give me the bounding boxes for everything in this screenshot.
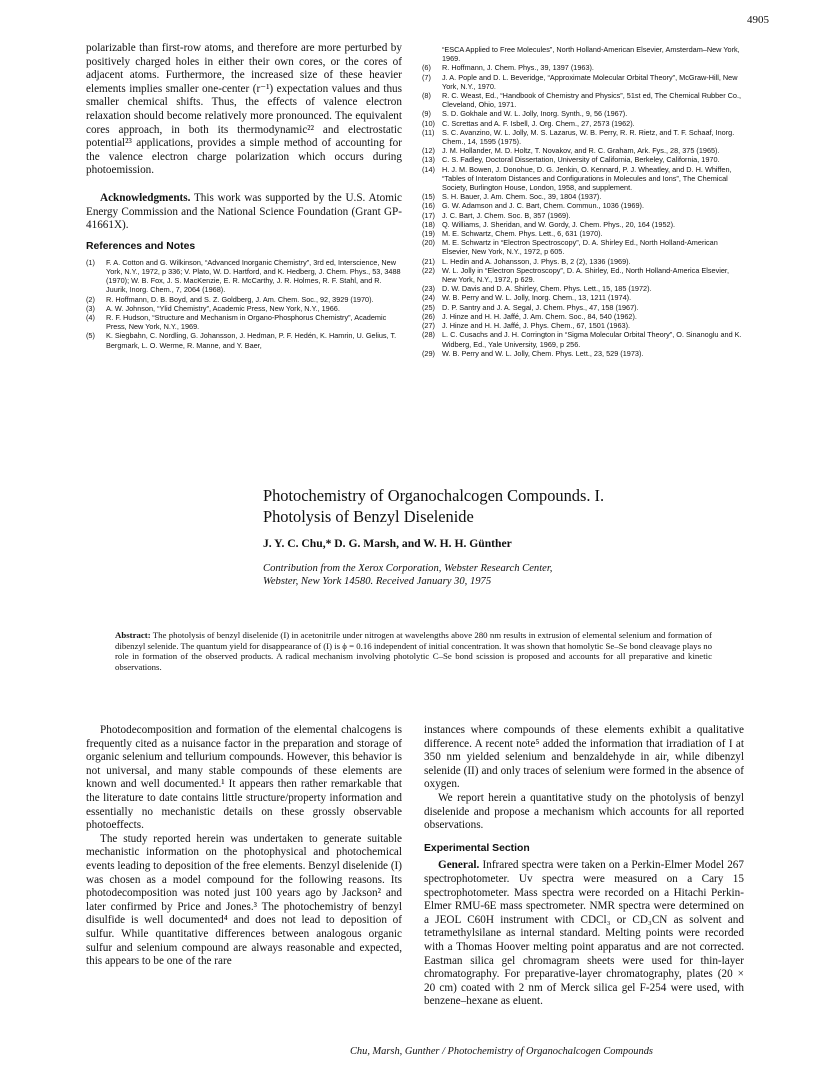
reference-number: (8) [422,91,431,101]
reference-text: W. B. Perry and W. L. Jolly, Inorg. Chem., 13, 1211 (1974). [442,293,632,303]
reference-item [86,304,402,313]
general-paragraph [424,859,744,1009]
reference-text: R. F. Hudson, “Structure and Mechanism in Organo-Phosphorus Chemistry”, Academic Press, New York, N.Y., 1969. [106,312,387,332]
reference-text: L. C. Cusachs and J. H. Corrington in “Sigma Molecular Orbital Theory”, O. Sinanoglu and K. Widberg, Ed., Yale University, 1969, p 256. [442,330,742,349]
reference-item [422,146,744,155]
intro-paragraph-2: The study reported herein was undertaken to generate suitable mechanistic information on the photophysical and photochemical events leading to deposition of the free elements. Benzyl diselenide (I) was chosen as a model compound for the following reasons. Its photodecomposition was noted just 100 years ago by Jackson² and later confirmed by Price and Jones.³ The photochemistry of benzyl disulfide is well documented⁴ and does not lead to deposition of sulfur. While quantitative differences between analogous organic sulfur and selenium compound are always reasonable and expected, this appears to be one of the rare [86,832,402,968]
reference-text: R. Hoffmann, J. Chem. Phys., 39, 1397 (1963). [442,63,594,73]
reference-text: J. Hinze and H. H. Jaffé, J. Phys. Chem., 67, 1501 (1963). [442,321,631,331]
reference-item [422,165,744,193]
authors: J. Y. C. Chu,* D. G. Marsh, and W. H. H. Günther [263,537,512,550]
reference-text: F. A. Cotton and G. Wilkinson, “Advanced Inorganic Chemistry”, 3rd ed, Interscience, New York, N.Y., 1972, p 336; V. Plato, W. D. Hartford, and K. Hedberg, J. Chem. Phys., 53, 3488 (1970); W. B. Fox, J. S. MacKenzie, E. R. McCarthy, J. R. Holmes, R. F. Stahl, and R. Juurik, Inorg. Chem., 7, 2064 (1968). [106,257,401,295]
reference-item [422,128,744,146]
reference-item [422,238,744,256]
reference-text: W. L. Jolly in “Electron Spectroscopy”, D. A. Shirley, Ed., North Holland-America Elsevier, New York, N.Y., 1972, p 629. [442,265,729,285]
reference-text: J. C. Bart, J. Chem. Soc. B, 357 (1969). [442,210,571,220]
reference-text: D. W. Davis and D. A. Shirley, Chem. Phys. Lett., 15, 185 (1972). [442,284,652,294]
reference-text: M. E. Schwartz in “Electron Spectroscopy”, D. A. Shirley Ed., North Holland-American Elsevier, New York, N.Y., 1972, p 605. [442,238,718,257]
reference-number: (4) [86,312,95,322]
affiliation [263,562,552,589]
reference-number: (26) [422,311,435,321]
reference-item [422,192,744,201]
reference-item [422,155,744,164]
reference-text: S. D. Gokhale and W. L. Jolly, Inorg. Synth., 9, 56 (1967). [442,109,628,119]
intro-paragraph-4: We report herein a quantitative study on the photolysis of benzyl diselenide and propose a mechanism which accounts for all reported observations. [424,791,744,832]
reference-text: C. S. Fadley, Doctoral Dissertation, University of California, Berkeley, California, 1970. [442,155,720,165]
reference-text: Q. Williams, J. Sheridan, and W. Gordy, J. Chem. Phys., 20, 164 (1952). [442,219,676,229]
reference-item [422,119,744,128]
reference-number: (25) [422,302,435,312]
reference-text: C. Screttas and A. F. Isbell, J. Org. Chem., 27, 2573 (1962). [442,118,635,128]
reference-item [422,211,744,220]
reference-number: (18) [422,219,435,229]
reference-number: (14) [422,164,435,174]
reference-text: J. A. Pople and D. L. Beveridge, “Approximate Molecular Orbital Theory”, McGraw-Hill, New York, N.Y., 1970. [442,72,738,91]
running-footer: Chu, Marsh, Gunther / Photochemistry of Organochalcogen Compounds [350,1046,653,1057]
reference-number: (5) [86,331,95,341]
article-title-line-1: Photochemistry of Organochalcogen Compounds. I. [263,486,605,505]
abstract-text: The photolysis of benzyl diselenide (I) in acetonitrile under nitrogen at wavelengths above 280 nm results in extrusion of elemental selenium and formation of dibenzyl selenide. The quantum yield for disappearance of (I) is ϕ = 0.16 independent of initial concentration. It was shown that homolytic Se–Se bond cleavage plays no role in formation of the observed products. A radical mechanism involving photolytic C–Se bond scission is proposed and accounts for all preparative and kinetic observations. [115,630,712,672]
reference-number: (22) [422,265,435,275]
page-number: 4905 [747,14,769,26]
abstract [115,630,712,672]
reference-text: S. C. Avanzino, W. L. Jolly, M. S. Lazarus, W. B. Perry, R. R. Rietz, and T. F. Schaaf, Inorg. Chem., 14, 1595 (1975). [442,127,735,147]
article-title [263,485,604,527]
reference-item [422,284,744,293]
reference-number: (15) [422,192,435,202]
reference-number: (9) [422,109,431,119]
reference-text: M. E. Schwartz, Chem. Phys. Lett., 6, 631 (1970). [442,229,603,239]
reference-text: K. Siegbahn, C. Nordling, G. Johansson, J. Hedman, P. F. Hedén, K. Hamrin, U. Gelius, T. Bergmark, L. O. Werme, R. Manne, and Y. Baer, [106,331,397,350]
reference-text: J. Hinze and H. H. Jaffé, J. Am. Chem. Soc., 84, 540 (1962). [442,311,637,321]
reference-number: (1) [86,257,95,267]
references-heading: References and Notes [86,240,196,252]
reference-number: (23) [422,284,435,294]
reference-text: L. Hedin and A. Johansson, J. Phys. B, 2 (2), 1336 (1969). [442,256,631,266]
reference-item [422,266,744,284]
reference-text: W. B. Perry and W. L. Jolly, Chem. Phys. Lett., 23, 529 (1973). [442,348,644,358]
reference-item [422,303,744,312]
reference-item [422,109,744,118]
reference-item [422,73,744,91]
reference-text: J. M. Hollander, M. D. Holtz, T. Novakov, and R. C. Graham, Ark. Fys., 28, 375 (1965). [442,146,720,156]
acknowledgments-label: Acknowledgments. [100,191,191,204]
acknowledgments [86,192,402,233]
right-column-top [422,45,744,358]
reference-text: D. P. Santry and J. A. Segal, J. Chem. Phys., 47, 158 (1967). [442,302,639,312]
reference-number: (19) [422,229,435,239]
affiliation-line-2: Webster, New York 14580. Received January 30, 1975 [263,576,492,588]
general-label: General. [438,859,480,872]
reference-number: (21) [422,256,435,266]
reference-number: (2) [86,294,95,304]
reference-number: (12) [422,146,435,156]
right-column-bottom [424,724,744,1009]
reference-number: (13) [422,155,435,165]
reference-number: (20) [422,238,435,248]
article-title-line-2: Photolysis of Benzyl Diselenide [263,507,474,526]
left-column-bottom [86,724,402,969]
reference-item [422,63,744,72]
reference-item [422,293,744,302]
reference-number: (10) [422,118,435,128]
intro-paragraph-1: Photodecomposition and formation of the elemental chalcogens is frequently cited as a nuisance factor in the preparation and storage of organic selenium and tellurium compounds. However, this behavior is not universal, and many stable compounds of these elements are known and well documented.¹ It appears then rather remarkable that the literature to date contains little structure/property information and essentially no mechanistic details on these grossly observable photoeffects. [86,724,402,832]
reference-text: S. H. Bauer, J. Am. Chem. Soc., 39, 1804 (1937). [442,192,602,202]
reference-item [422,330,744,348]
references-list-right [422,63,744,358]
reference-text: H. J. M. Bowen, J. Donohue, D. G. Jenkin, O. Kennard, P. J. Wheatley, and D. H. Whiffen, “Tables of Interatom Distances and Configurations in Molecules and Ions”, The Chemical Society, Burlington House, London, 1958, and supplement. [442,164,732,193]
acknowledgments-text: This work was supported by the U.S. Atomic Energy Commission and the National Science Foundation (Grant GP-41661X). [86,191,402,232]
reference-item [422,312,744,321]
abstract-label: Abstract: [115,630,151,640]
reference-item [86,313,402,331]
reference-item [86,295,402,304]
reference-number: (24) [422,293,435,303]
reference-item [86,258,402,295]
affiliation-line-1: Contribution from the Xerox Corporation, Webster Research Center, [263,563,553,574]
reference-number: (17) [422,210,435,220]
left-column-top [86,42,402,350]
reference-number: (7) [422,72,431,82]
closing-paragraph: polarizable than first-row atoms, and therefore are more perturbed by positively charged holes in either their own cores, or the cores of adjacent atoms. Furthermore, the increased size of these heavier elements implies smaller one-center (r⁻¹) expectation values and thus smaller chemical shifts. Thus, the effects of valence electron relaxation should become relatively more pronounced. The equivalent cores approach, in both its thermodynamic²² and electrostatic potential²³ applications, provides a simple method of accounting for the valence electron charge polarization which occurs during photoemission. [86,42,402,177]
reference-number: (11) [422,127,435,137]
reference-text: R. Hoffmann, D. B. Boyd, and S. Z. Goldberg, J. Am. Chem. Soc., 92, 3929 (1970). [106,294,374,304]
reference-item [422,321,744,330]
intro-paragraph-3: instances where compounds of these elements exhibit a qualitative difference. A recent note⁵ added the information that irradiation of I at 350 nm yielded selenium and benzaldehyde in air, while dibenzyl selenide (II) and only traces of selenium were formed in the absence of oxygen. [424,724,744,791]
references-list-left [86,258,402,350]
reference-text: G. W. Adamson and J. C. Bart, Chem. Commun., 1036 (1969). [442,201,644,211]
reference-item [422,349,744,358]
general-text: Infrared spectra were taken on a Perkin-Elmer Model 267 spectrophotometer. Uv spectra were measured on a Cary 15 spectrophotometer. Mass spectra were recorded on a Hitachi Perkin-Elmer RMU-6E mass spectrometer. NMR spectra were determined on a JEOL C60H instrument with CDCl₃ or CD₃CN as solvent and tetramethylsilane as internal standard. Melting points were recorded with a Thomas Hoover melting point apparatus and are not corrected. Eastman silica gel chromagram sheets were used for thin-layer chromatography. For preparative-layer chromatography, plates (20 × 20 cm) coated with 2 nm of Merck silica gel F-254 were used, with benzene–hexane as eluent. [424,859,744,1008]
reference-text: R. C. Weast, Ed., “Handbook of Chemistry and Physics”, 51st ed, The Chemical Rubber Co., Cleveland, Ohio, 1971. [442,91,742,110]
reference-text: A. W. Johnson, “Ylid Chemistry”, Academic Press, New York, N.Y., 1966. [106,303,340,313]
reference-number: (16) [422,201,435,211]
reference-continued: “ESCA Applied to Free Molecules”, North Holland-American Elsevier, Amsterdam–New York, 1969. [442,45,740,64]
reference-item [422,229,744,238]
reference-number: (27) [422,321,435,331]
experimental-heading: Experimental Section [424,842,530,854]
reference-item [422,220,744,229]
reference-number: (28) [422,330,435,340]
reference-item [422,257,744,266]
reference-number: (6) [422,63,431,73]
reference-item [86,331,402,349]
reference-number: (29) [422,348,435,358]
reference-item [422,91,744,109]
reference-item [422,201,744,210]
reference-number: (3) [86,303,95,313]
